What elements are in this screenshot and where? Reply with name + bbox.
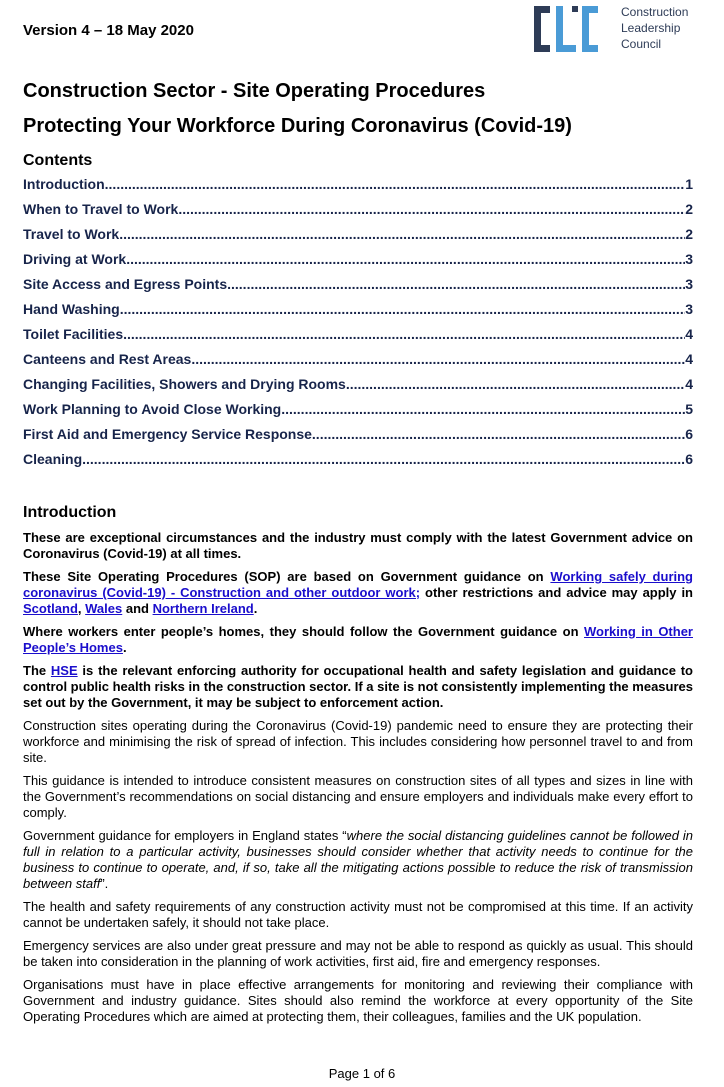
clc-logo-mark <box>532 4 612 54</box>
toc-item-title: Cleaning <box>23 451 83 467</box>
toc-item-title: Hand Washing <box>23 301 120 317</box>
toc-leader <box>119 226 685 242</box>
toc-item-title: Toilet Facilities <box>23 326 124 342</box>
toc-item-page: 6 <box>685 451 693 467</box>
toc-item-page: 6 <box>685 426 693 442</box>
toc-item-title: First Aid and Emergency Service Response <box>23 426 312 442</box>
toc-item-page: 3 <box>685 251 693 267</box>
toc-item-title: Work Planning to Avoid Close Working <box>23 401 282 417</box>
toc-item-work-planning[interactable] <box>23 401 693 426</box>
link-working-in-other-peoples-homes[interactable]: Working in Other People’s Homes <box>23 624 693 655</box>
clc-logo <box>532 4 702 54</box>
link-working-safely-construction[interactable]: Working safely during coronavirus (Covid-19) - Construction and other outdoor work; <box>23 569 693 600</box>
introduction-body <box>23 530 693 1032</box>
link-hse[interactable]: HSE <box>50 663 78 678</box>
intro-paragraph-5: Construction sites operating during the Coronavirus (Covid-19) pandemic need to ensure they are protecting their workforce and minimising the risk of spread of infection. This includes considering how personnel travel to and from site. <box>23 718 693 765</box>
toc-item-title: Driving at Work <box>23 251 127 267</box>
toc-item-page: 2 <box>685 201 693 217</box>
toc-leader <box>312 426 685 442</box>
logo-wordmark <box>621 4 688 52</box>
logo-line-1: Construction <box>621 5 689 19</box>
toc-leader <box>178 201 685 217</box>
toc-item-title: Travel to Work <box>23 226 120 242</box>
toc-item-page: 4 <box>685 326 693 342</box>
toc-item-driving-at-work[interactable] <box>23 251 693 276</box>
logo-line-2: Leadership <box>621 21 681 35</box>
intro-paragraph-10: Organisations must have in place effective arrangements for monitoring and reviewing their compliance with Government and industry guidance. Sites should also remind the workforce at every opportunity of the Site Operating Procedures which are aimed at protecting them, their colleagues, families and the UK population. <box>23 977 693 1024</box>
toc-leader <box>126 251 685 267</box>
toc-item-site-access[interactable] <box>23 276 693 301</box>
toc-leader <box>227 276 685 292</box>
toc-item-title: When to Travel to Work <box>23 201 179 217</box>
toc-item-canteens[interactable] <box>23 351 693 376</box>
toc-item-cleaning[interactable] <box>23 451 693 476</box>
toc-item-page: 3 <box>685 276 693 292</box>
toc-item-page: 3 <box>685 301 693 317</box>
link-scotland[interactable]: Scotland <box>23 601 78 616</box>
toc-item-hand-washing[interactable] <box>23 301 693 326</box>
introduction-heading: Introduction <box>23 504 117 521</box>
toc-item-page: 4 <box>685 376 693 392</box>
text-run: is the relevant enforcing authority for occupational health and safety legislation and guidance to control public health risks in the construction sector. If a site is not consistently implementing the measures set out by the Government, it may be subject to enforcement action. <box>23 663 693 710</box>
toc-item-travel-to-work[interactable] <box>23 226 693 251</box>
toc-leader <box>120 301 686 317</box>
logo-line-3: Council <box>621 37 662 51</box>
contents-heading: Contents <box>23 152 93 169</box>
toc-leader <box>105 176 686 192</box>
text-run: . <box>122 640 127 655</box>
text-run: These Site Operating Procedures (SOP) are based on Government guidance on <box>23 569 551 584</box>
toc-item-page: 4 <box>685 351 693 367</box>
toc-item-page: 1 <box>685 176 693 192</box>
text-run: Where workers enter people’s homes, they should follow the Government guidance on <box>23 624 585 639</box>
page-number: Page 1 of 6 <box>328 1066 396 1081</box>
text-run: ”. <box>100 876 109 891</box>
quoted-guidance: where the social distancing guidelines cannot be followed in full in relation to a particular activity, businesses should consider whether that activity needs to continue for the business to continue to operate, and, if so, take all the mitigating actions possible to reduce the risk of transmission between staff <box>23 828 694 891</box>
table-of-contents <box>23 176 693 476</box>
toc-item-title: Site Access and Egress Points <box>23 276 228 292</box>
version-date: Version 4 – 18 May 2020 <box>23 22 194 39</box>
toc-item-title: Canteens and Rest Areas <box>23 351 192 367</box>
intro-paragraph-7 <box>23 828 693 892</box>
toc-item-changing-facilities[interactable] <box>23 376 693 401</box>
intro-paragraph-8: The health and safety requirements of any construction activity must not be compromised at this time. If an activity cannot be undertaken safely, it should not take place. <box>23 899 693 930</box>
intro-paragraph-6: This guidance is intended to introduce consistent measures on construction sites of all types and sizes in line with the Government’s recommendations on social distancing and ensure employers and individuals make every effort to comply. <box>23 773 693 820</box>
text-run: , <box>77 601 86 616</box>
toc-item-title: Changing Facilities, Showers and Drying Rooms <box>23 376 346 392</box>
toc-leader <box>281 401 685 417</box>
link-northern-ireland[interactable]: Northern Ireland <box>152 601 254 616</box>
intro-paragraph-1: These are exceptional circumstances and the industry must comply with the latest Government advice on Coronavirus (Covid-19) at all times. <box>23 530 693 561</box>
toc-item-title: Introduction <box>23 176 105 192</box>
toc-leader <box>123 326 685 342</box>
toc-item-toilet-facilities[interactable] <box>23 326 693 351</box>
document-title-line-1: Construction Sector - Site Operating Procedures <box>23 80 486 102</box>
text-run: other restrictions and advice may apply in <box>420 585 693 600</box>
toc-leader <box>191 351 685 367</box>
toc-leader <box>82 451 685 467</box>
intro-paragraph-2 <box>23 569 693 617</box>
text-run: The <box>23 663 51 678</box>
link-wales[interactable]: Wales <box>85 601 123 616</box>
intro-paragraph-9: Emergency services are also under great pressure and may not be able to respond as quickly as usual. This should be taken into consideration in the planning of work activities, first aid, fire and emergency responses. <box>23 938 693 969</box>
toc-item-first-aid[interactable] <box>23 426 693 451</box>
toc-item-when-to-travel[interactable] <box>23 201 693 226</box>
toc-leader <box>346 376 685 392</box>
toc-item-page: 2 <box>685 226 693 242</box>
text-run: and <box>122 601 153 616</box>
toc-item-introduction[interactable] <box>23 176 693 201</box>
document-title-line-2: Protecting Your Workforce During Coronavirus (Covid-19) <box>23 115 572 137</box>
text-run: Government guidance for employers in England states “ <box>23 828 347 843</box>
text-run: . <box>253 601 258 616</box>
intro-paragraph-4 <box>23 663 693 711</box>
intro-paragraph-3 <box>23 624 693 656</box>
toc-item-page: 5 <box>685 401 693 417</box>
